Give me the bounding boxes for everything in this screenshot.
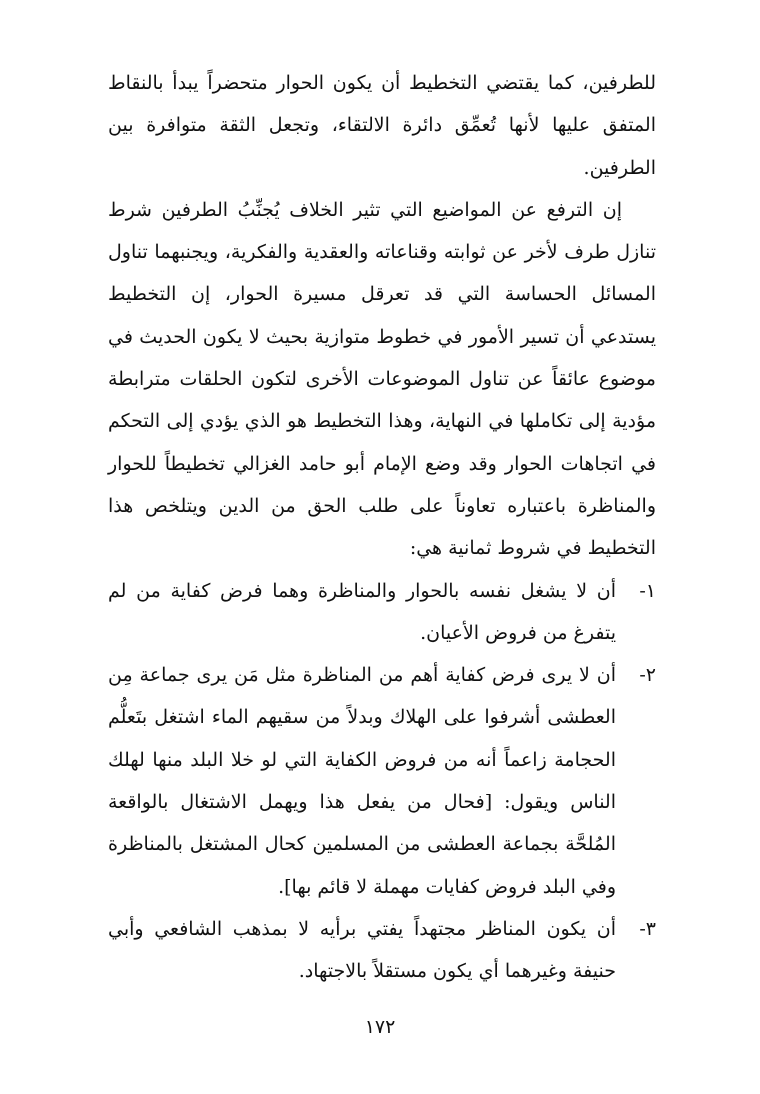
list-text: أن يكون المناظر مجتهداً يفتي برأيه لا بمذهب الشافعي وأبي حنيفة وغيرهما أي يكون مستقلاً بالاجتهاد.: [108, 917, 616, 983]
list-text: أن لا يشغل نفسه بالحوار والمناظرة وهما فرض كفاية من لم يتفرغ من فروض الأعيان.: [108, 579, 616, 644]
list-number: ١-: [639, 579, 656, 602]
list-text: أن لا يرى فرض كفاية أهم من المناظرة مثل مَن يرى جماعة مِن العطشى أشرفوا على الهلاك وبدلاً من سقيهم الماء اشتغل بتَعلُّم الحجامة زاعماً أنه من فروض الكفاية التي لو خلا البلد منها لهلك الناس ويقول: [فحال من يفعل هذا ويهمل الاشتغال بالواقعة المُلحَّة بجماعة العطشى من المسلمين كحال المشتغل بالمناظرة وفي البلد فروض كفايات مهملة لا قائم بها].: [108, 664, 616, 898]
body-text: [108, 62, 656, 993]
list-item-1: [108, 570, 656, 655]
page-number: ١٧٢: [364, 1016, 396, 1038]
list-number: ٢-: [639, 664, 656, 687]
paragraph-planning: إن الترفع عن المواضيع التي تثير الخلاف يُجنِّبُ الطرفين شرط تنازل طرف لأخر عن ثوابته وقناعاته والعقدية والفكرية، ويجنبهما تناول المسائل الحساسة التي قد تعرقل مسيرة الحوار، إن التخطيط يستدعي أن تسير الأمور في خطوط متوازية بحيث لا يكون الحديث في موضوع عائقاً عن تناول الموضوعات الأخرى لتكون الحلقات مترابطة مؤدية إلى تكاملها في النهاية، وهذا التخطيط هو الذي يؤدي إلى التحكم في اتجاهات الحوار وقد وضع الإمام أبو حامد الغزالي تخطيطاً للحوار والمناظرة باعتباره تعاوناً على طلب الحق من الدين ويتلخص هذا التخطيط في شروط ثمانية هي:: [108, 198, 656, 560]
list-item-3: [108, 908, 656, 993]
paragraph-continuation: للطرفين، كما يقتضي التخطيط أن يكون الحوار متحضراً يبدأ بالنقاط المتفق عليها لأنها تُعمِّق دائرة الالتقاء، وتجعل الثقة متوافرة بين الطرفين.: [108, 72, 656, 179]
list-item-2: [108, 654, 656, 908]
list-number: ٣-: [639, 917, 656, 940]
